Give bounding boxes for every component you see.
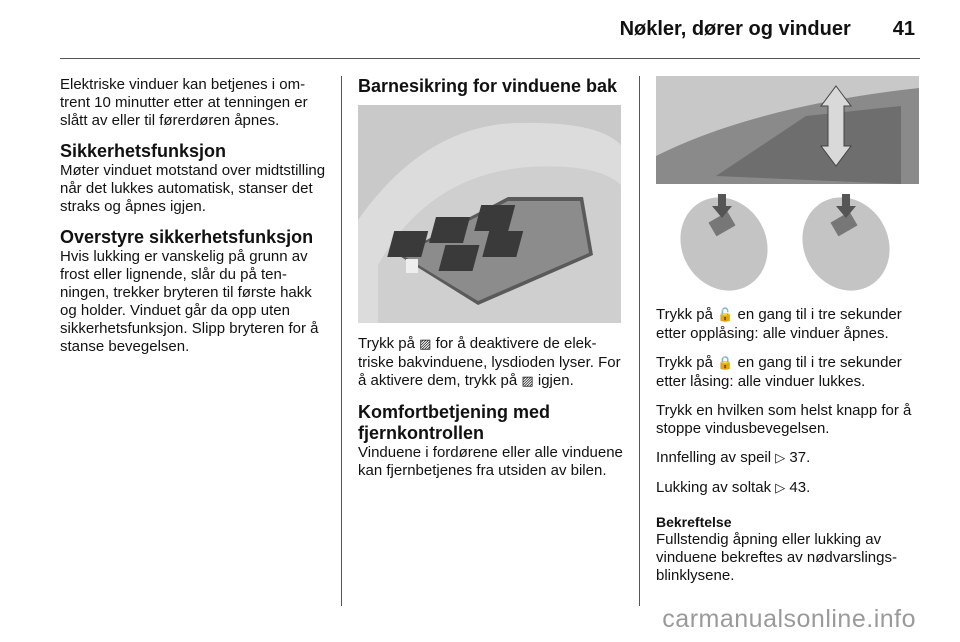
section-heading: Komfortbetjening med fjernkontrollen [358,402,550,443]
remote-window-control-image [656,76,919,294]
section-text: Vinduene i fordørene eller alle vinduene kan fjernbetjenes fra utsiden av bilen. [358,444,623,479]
intro-paragraph: Elektriske vinduer kan betjenes i omtrent 10 minutter etter at tenningen er slått av eller til førerdøren åpnes. [60,76,308,129]
page-header [620,18,915,41]
column-3 [656,76,922,585]
header-rule [60,58,920,59]
section-safety [60,141,328,216]
mirror-reference: Innfelling av speil ▷ 37. [656,449,811,466]
section-heading: Overstyre sikkerhetsfunksjon [60,227,314,247]
child-lock-icon: ▨ [521,374,534,389]
section-heading: Sikkerhetsfunksjon [60,141,227,161]
page-number: 41 [892,18,915,40]
sunroof-reference: Lukking av soltak ▷ 43. [656,479,811,496]
section-heading-child-lock: Barnesikring for vinduene bak [358,76,618,96]
reference-arrow-icon: ▷ [775,451,786,466]
column-divider-2 [639,76,640,606]
door-switch-panel-image [358,105,621,323]
column-2 [358,76,626,491]
stop-paragraph: Trykk en hvilken som helst knapp for å stoppe vindusbevegelsen. [656,402,912,437]
lock-icon: 🔒 [717,356,734,371]
unlock-paragraph: Trykk på 🔓 en gang til i tre sekunder etter opplåsing: alle vinduer åpnes. [656,306,902,342]
child-lock-icon: ▨ [419,337,432,352]
lock-paragraph: Trykk på 🔒 en gang til i tre sekunder etter låsing: alle vinduer lukkes. [656,354,902,390]
section-remote [358,402,626,480]
reference-arrow-icon: ▷ [775,481,786,496]
column-divider-1 [341,76,342,606]
page-title: Nøkler, dører og vinduer [619,18,851,40]
confirmation-text: Fullstendig åpning eller lukking av vinduene bekreftes av nødvarslingsblinklysene. [656,531,897,584]
section-text: Hvis lukking er vanskelig på grunn av frost eller lignende, slår du på tenningen, trekker bryteren til første hakk og holder. Vinduet går da opp uten sikkerhetsfunksjon. Slipp bryteren for å stanse bevegelsen. [60,248,319,355]
watermark: carmanualsonline.info [662,605,916,633]
section-override [60,227,328,356]
subsection-heading: Bekreftelse [656,514,732,530]
child-lock-paragraph: Trykk på ▨ for å deaktivere de elektriske bakvinduene, lysdioden lyser. For å aktivere dem, trykk på ▨ igjen. [358,335,621,389]
column-1 [60,76,328,367]
section-text: Møter vinduet motstand over midtstilling når det lukkes automatisk, stanser det straks og åpnes igjen. [60,162,326,215]
unlock-icon: 🔓 [717,308,734,323]
